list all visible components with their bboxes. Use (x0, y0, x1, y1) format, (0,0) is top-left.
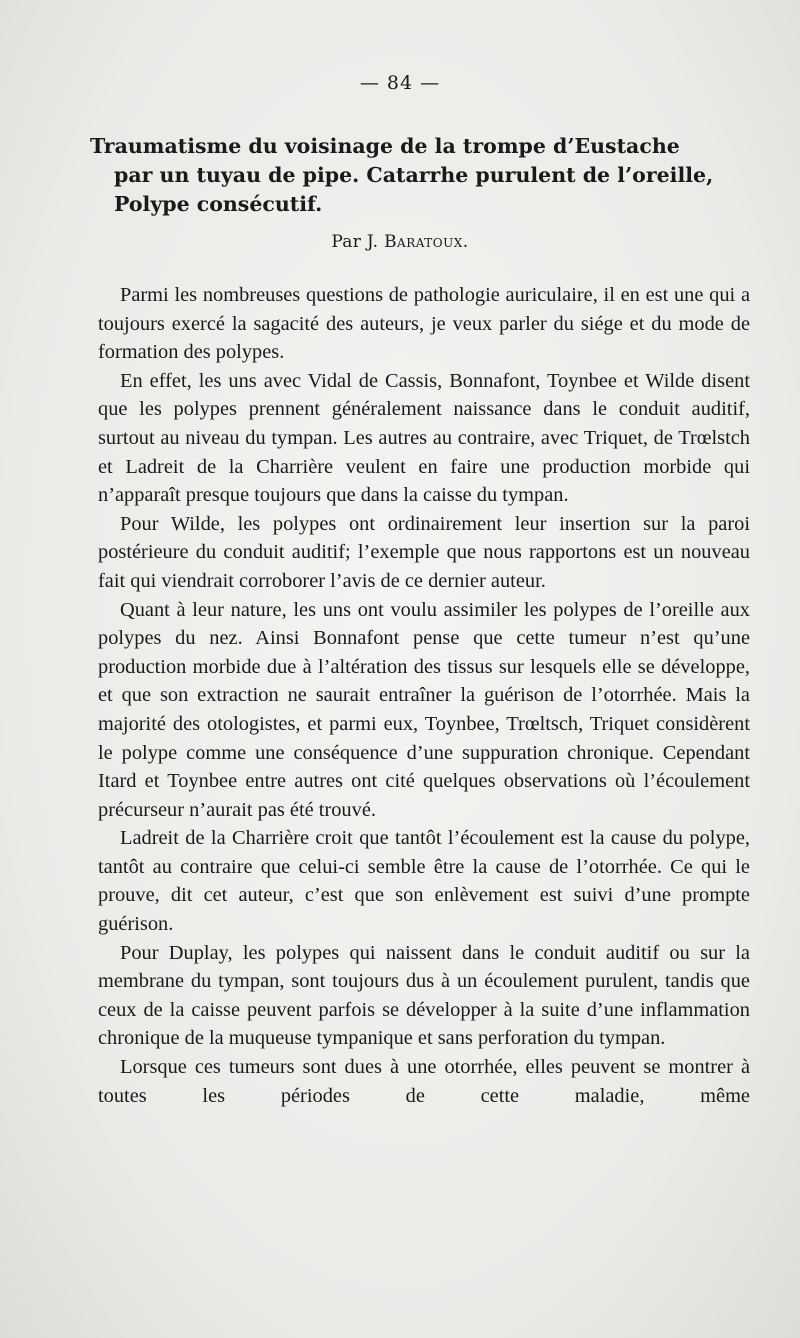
paragraph: En effet, les uns avec Vidal de Cassis, Bonnafont, Toynbee et Wilde disent que les polypes prennent généralement naissance dans le conduit auditif, surtout au niveau du tympan. Les autres au contraire, avec Triquet, de Trœlstch et Ladreit de la Charrière veulent en faire une production morbide qui n’apparaît presque toujours que dans la caisse du tympan. (98, 369, 750, 507)
page-number: — 84 — (359, 72, 441, 94)
paragraph: Lorsque ces tumeurs sont dues à une otorrhée, elles peuvent se montrer à toutes les périodes de cette maladie, même (98, 1056, 750, 1107)
title-line-2: par un tuyau de pipe. Catarrhe purulent de l’oreille, (114, 163, 714, 187)
article-body (98, 281, 750, 1110)
paragraph: Pour Duplay, les polypes qui naissent dans le conduit auditif ou sur la membrane du tympan, sont toujours dus à un écoulement purulent, tandis que ceux de la caisse peuvent parfois se développer à la suite d’une inflammation chronique de la muqueuse tympanique et sans perforation du tympan. (98, 941, 750, 1050)
title-line-3: Polype consécutif. (114, 192, 323, 216)
paragraph: Ladreit de la Charrière croit que tantôt l’écoulement est la cause du polype, tantôt au contraire que celui-ci semble être la cause de l’otorrhée. Ce qui le prouve, dit cet auteur, c’est que son enlèvement est suivi d’une prompte guérison. (98, 827, 750, 936)
title-line-1: Traumatisme du voisinage de la trompe d’Eustache (90, 134, 680, 158)
author-byline (0, 232, 800, 252)
byline-prefix: Par J. (331, 232, 385, 252)
paragraph: Pour Wilde, les polypes ont ordinairement leur insertion sur la paroi postérieure du conduit auditif; l’exemple que nous rapportons est un nouveau fait qui viendrait corroborer l’avis de ce dernier auteur. (98, 512, 750, 592)
article-title (90, 132, 740, 219)
paragraph: Parmi les nombreuses questions de pathologie auriculaire, il en est une qui a toujours exercé la sagacité des auteurs, je veux parler du siége et du mode de formation des polypes. (98, 284, 750, 364)
paragraph: Quant à leur nature, les uns ont voulu assimiler les polypes de l’oreille aux polypes du nez. Ainsi Bonnafont pense que cette tumeur n’est qu’une production morbide due à l’altération des tissus sur lesquels elle se développe, et que son extraction ne saurait entraîner la guérison de l’otorrhée. Mais la majorité des otologistes, et parmi eux, Toynbee, Trœltsch, Triquet considèrent le polype comme une conséquence d’une suppuration chronique. Cependant Itard et Toynbee entre autres ont cité quelques observations où l’écoulement précurseur n’aurait pas été trouvé. (98, 598, 750, 821)
author-name: Baratoux. (384, 232, 469, 252)
